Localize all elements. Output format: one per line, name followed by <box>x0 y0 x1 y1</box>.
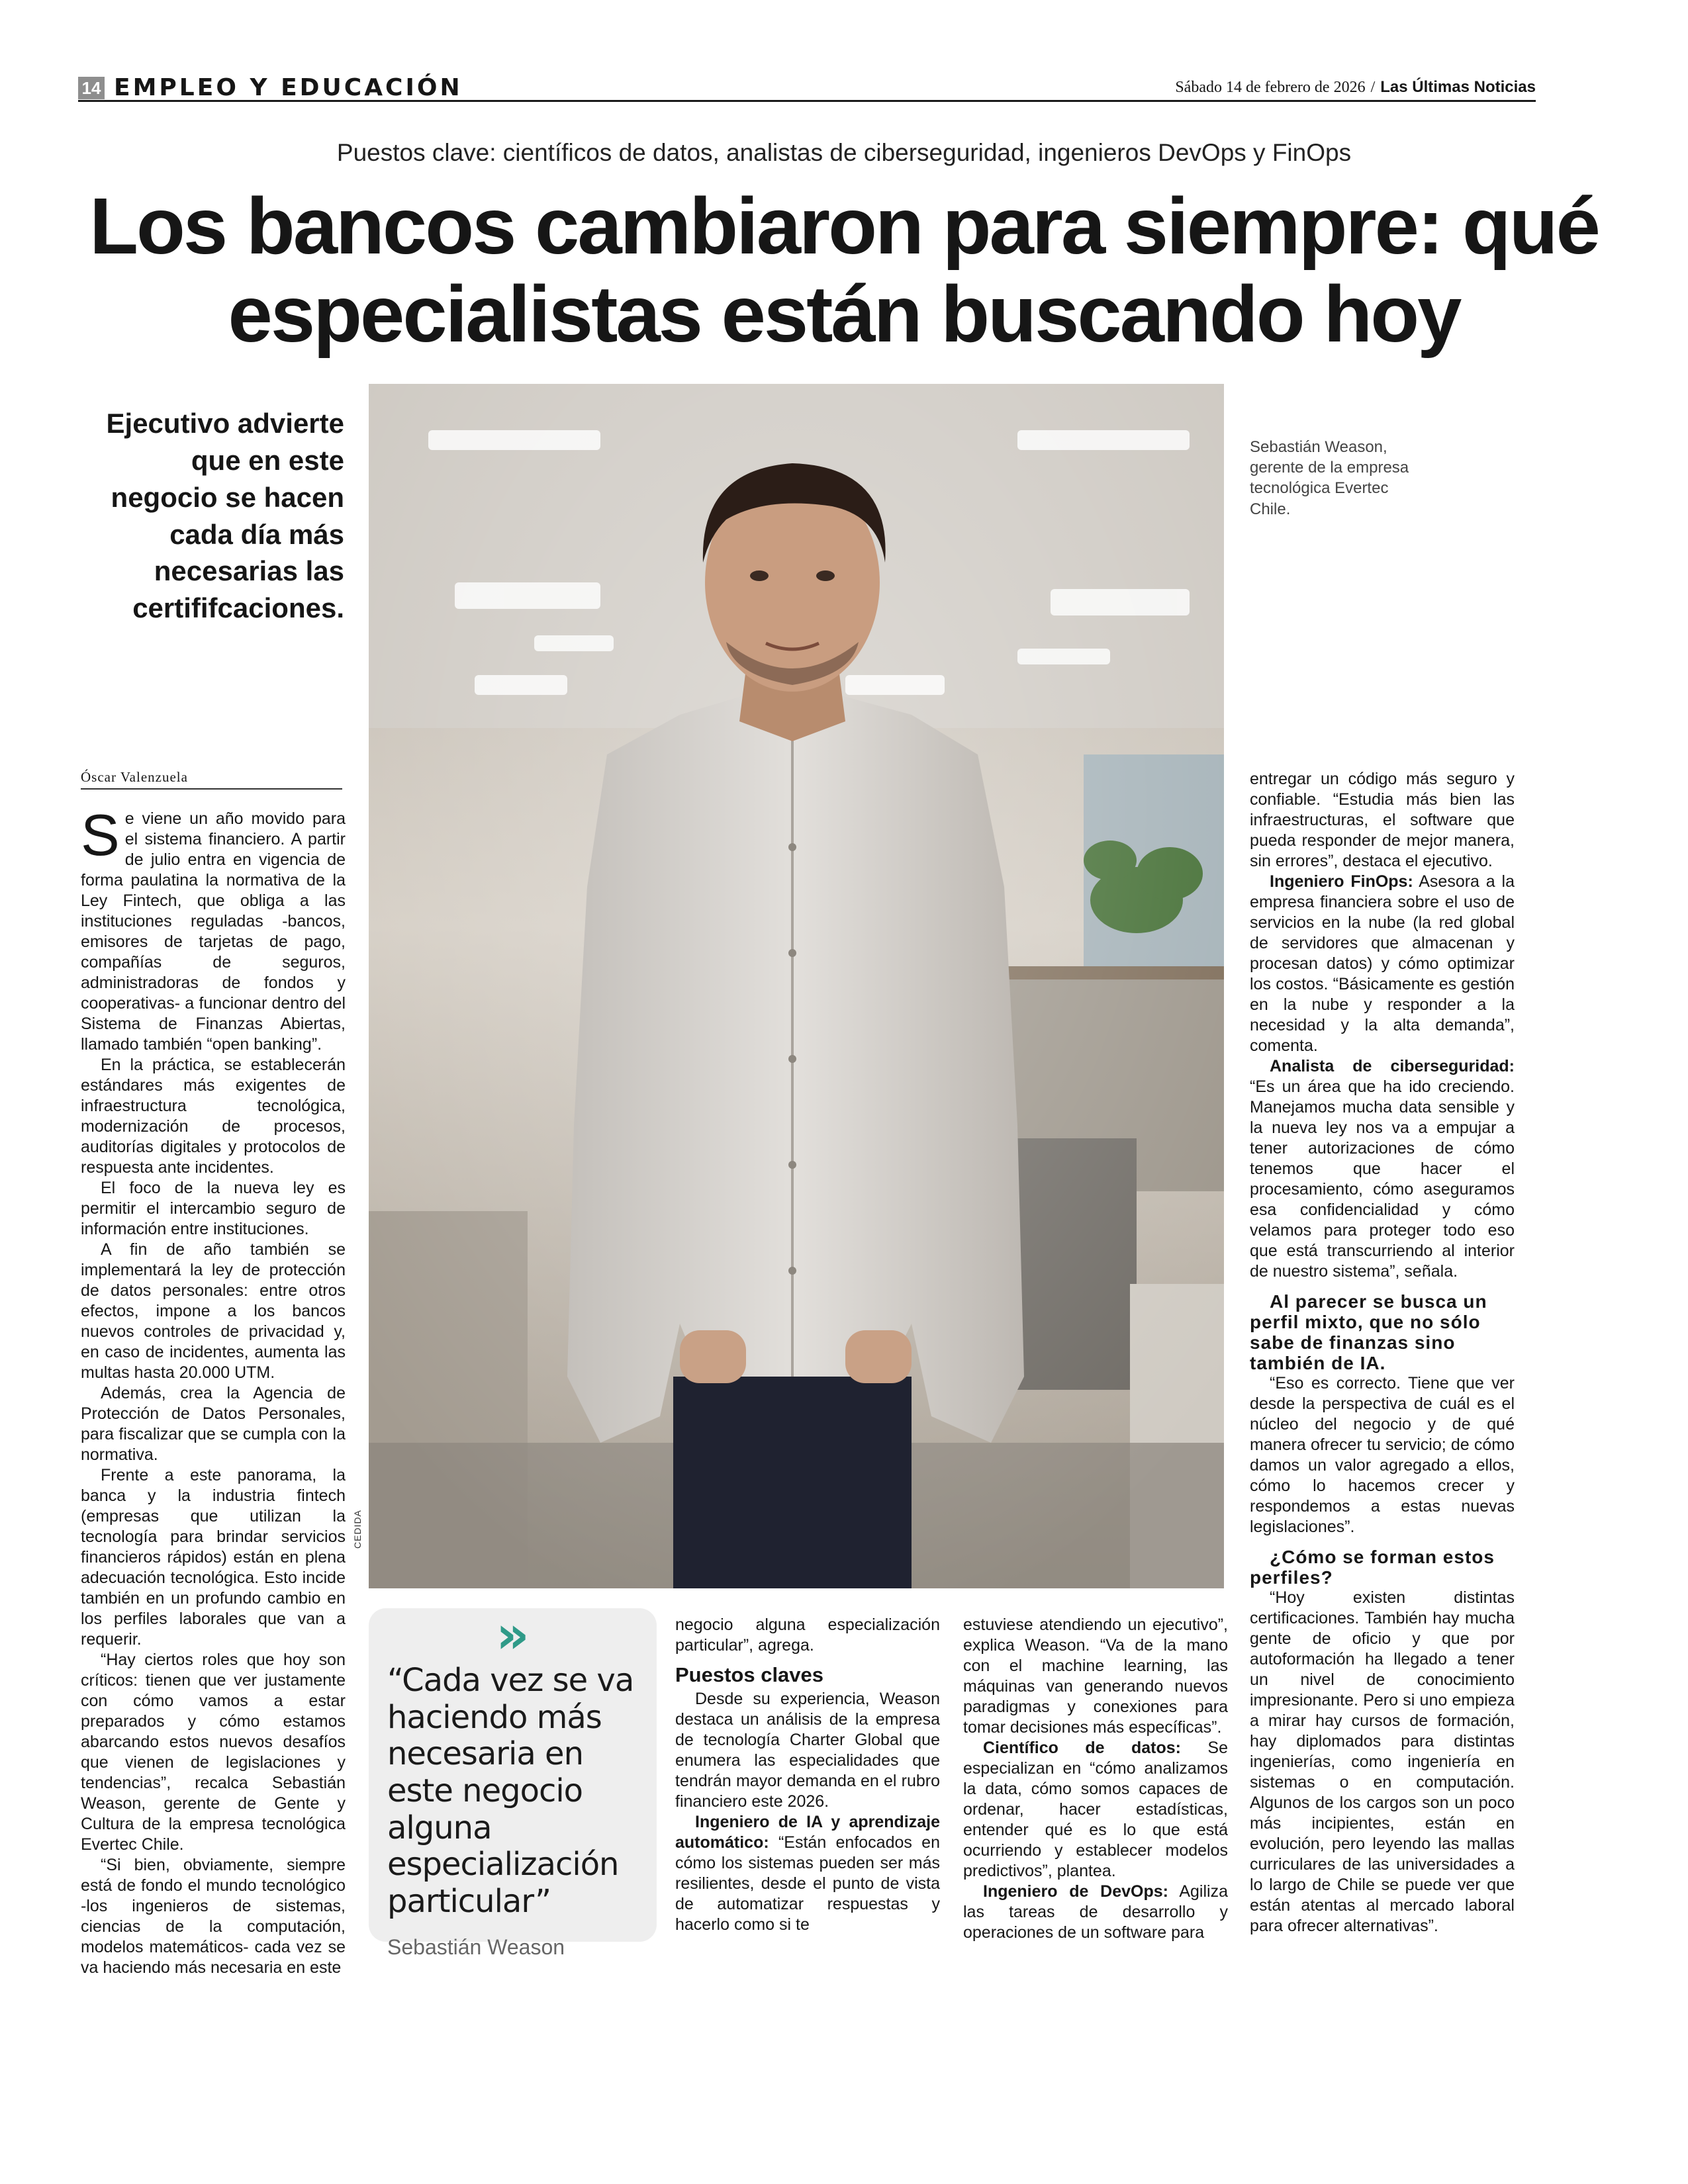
paragraph: Frente a este panorama, la banca y la industria fintech (empresas que utilizan la tecnología para brindar servicios financieros rápidos) están en plena adecuación tecnológica. Esto incide también en un profundo cambio en los perfiles laborales que van a requerir. <box>81 1466 346 1649</box>
paragraph: “Si bien, obviamente, siempre está de fondo el mundo tecnológico -los ingenieros de sistemas, ciencias de la computación, modelos matemáticos- cada vez se va haciendo más necesaria en este <box>81 1856 346 1977</box>
article-column-4 <box>1250 769 1515 1936</box>
article-lede: Ejecutivo advierte que en este negocio se hacen cada día más necesarias las certififcaciones. <box>106 408 344 624</box>
paragraph <box>675 1812 940 1935</box>
subheading: Puestos claves <box>675 1663 824 1686</box>
photo-credit: CEDIDA <box>352 1510 363 1549</box>
role-title: Ingeniero de DevOps: <box>983 1882 1168 1901</box>
paragraph <box>963 1882 1228 1943</box>
byline: Óscar Valenzuela <box>81 769 342 790</box>
drop-cap: S <box>81 802 120 868</box>
paragraph: estuviese atendiendo un ejecutivo”, explica Weason. “Va de la mano con el machine learning, las máquinas van generando nuevos paradigmas y conexiones para tomar decisiones más específicas”. <box>963 1615 1228 1737</box>
paragraph: El foco de la nueva ley es permitir el intercambio seguro de información entre instituciones. <box>81 1179 346 1238</box>
pull-quote-author: Sebastián Weason <box>387 1934 565 1959</box>
page-number: 14 <box>78 77 105 99</box>
dateline <box>1175 78 1536 97</box>
chevron-right-icon: » <box>496 1606 530 1665</box>
paragraph-text: e viene un año movido para el sistema financiero. A partir de julio entra en vigencia de forma paulatina la normativa de la Ley Fintech, que obliga a las instituciones reguladas -bancos, emisores de tarjetas de pago, compañías de seguros, administradoras de fondos y cooperativas- a funcionar dentro del Sistema de Finanzas Abiertas, llamado también “open banking”. <box>81 809 346 1054</box>
dateline-separator: / <box>1370 79 1376 96</box>
paragraph: “Hay ciertos roles que hoy son críticos: tienen que ver justamente con cómo vamos a estar preparados y cómo estamos abarcando estos nuevos desafíos que vienen de legislaciones y tendencias”, recalca Sebastián Weason, gerente de Gente y Cultura de la empresa tecnológica Evertec Chile. <box>81 1651 346 1854</box>
paragraph: negocio alguna especialización particular”, agrega. <box>675 1615 940 1655</box>
article-kicker: Puestos clave: científicos de datos, analistas de ciberseguridad, ingenieros DevOps y FinOps <box>336 139 1352 166</box>
paragraph: Desde su experiencia, Weason destaca un análisis de la empresa de tecnología Charter Global que enumera las especialidades que tendrán mayor demanda en el rubro financiero este 2026. <box>675 1690 940 1811</box>
interview-question: Al parecer se busca un perfil mixto, que no sólo sabe de finanzas sino también de IA. <box>1250 1291 1487 1373</box>
paragraph: “Hoy existen distintas certificaciones. También hay mucha gente de oficio y que por autoformación ha llegado a tener un nivel de conocimiento impresionante. Pero si uno empieza a mirar hay cursos de formación, hay diplomados para distintas ingenierías, como ingeniería en sistemas o en computación. Algunos de los cargos son un poco más incipientes, están en evolución, pero leyendo las mallas curriculares de las universidades a lo largo de Chile se puede ver que están atentas al mercado laboral para ofrecer alternativas”. <box>1250 1588 1515 1935</box>
pull-quote-box <box>369 1606 657 1959</box>
paragraph-text: Agiliza las tareas de desarrollo y operaciones de un software para <box>963 1882 1228 1942</box>
paragraph: En la práctica, se establecerán estándares más exigentes de infraestructura tecnológica, modernización de procesos, auditorías digitales y protocolos de respuesta ante incidentes. <box>81 1056 346 1177</box>
pull-quote-text: “Cada vez se va haciendo más necesaria en este negocio alguna especialización particular” <box>387 1662 634 1921</box>
paragraph: entregar un código más seguro y confiable. “Estudia más bien las infraestructuras, el software que pueda responder de mejor manera, sin errores”, destaca el ejecutivo. <box>1250 770 1515 870</box>
role-title: Analista de ciberseguridad: <box>1270 1057 1515 1075</box>
paragraph <box>963 1738 1228 1882</box>
interview-question: ¿Cómo se forman estos perfiles? <box>1250 1547 1495 1588</box>
article-column-2 <box>675 1615 940 1935</box>
photo-caption: Sebastián Weason, gerente de la empresa tecnológica Evertec Chile. <box>1250 438 1409 518</box>
article-headline: Los bancos cambiaron para siempre: qué especialistas están buscando hoy <box>89 181 1599 359</box>
paragraph <box>81 802 346 1055</box>
role-title: Ingeniero FinOps: <box>1270 872 1413 891</box>
paragraph: “Eso es correcto. Tiene que ver desde la perspectiva de cuál es el núcleo del negocio y de qué manera ofrecer tu servicio; de cómo damos un valor agregado a ellos, cómo lo hacemos crecer y respondemos a estas nuevas legislaciones”. <box>1250 1374 1515 1536</box>
issue-date: Sábado 14 de febrero de 2026 <box>1175 79 1366 96</box>
page-header <box>78 74 1536 102</box>
paragraph <box>1250 872 1515 1056</box>
paragraph <box>1250 1056 1515 1282</box>
paragraph-text: Asesora a la empresa financiera sobre el uso de servicios en la nube (la red global de servidores que almacenan y procesan datos) y cómo optimizar los costos. “Básicamente es gestión en la nube y responder a la necesidad y la alta demanda”, comenta. <box>1250 872 1515 1055</box>
article-column-1 <box>81 802 346 1978</box>
paragraph: A fin de año también se implementará la ley de protección de datos personales: entre otros efectos, impone a los bancos nuevos controles de privacidad y, en caso de incidentes, aumenta las multas hasta 20.000 UTM. <box>81 1240 346 1382</box>
paragraph-text: Se especializan en “cómo analizamos la data, cómo somos capaces de ordenar, hacer estadísticas, entender qué es lo que está ocurriendo y establecer modelos predictivos”, plantea. <box>963 1739 1228 1880</box>
portrait-photo <box>369 384 1224 1588</box>
role-title: Ingeniero de IA y aprendizaje automático: <box>675 1813 940 1852</box>
role-title: Científico de datos: <box>983 1739 1181 1757</box>
paragraph-text: “Están enfocados en cómo los sistemas pueden ser más resilientes, desde el punto de vista de automatizar respuestas y hacerlo como si te <box>675 1833 940 1934</box>
article-column-3 <box>963 1615 1228 1943</box>
paragraph: Además, crea la Agencia de Protección de Datos Personales, para fiscalizar que se cumpla con la normativa. <box>81 1384 346 1464</box>
publication-name: Las Últimas Noticias <box>1380 78 1536 96</box>
section-title: EMPLEO Y EDUCACIÓN <box>114 74 463 101</box>
paragraph-text: “Es un área que ha ido creciendo. Manejamos mucha data sensible y la nueva ley nos va a empujar a tener autorizaciones de cómo tenemos que hacer el procesamiento, cómo aseguramos esa confidencialidad y cómo velamos para proteger todo eso que está transcurriendo al interior de nuestro sistema”, señala. <box>1250 1077 1515 1281</box>
